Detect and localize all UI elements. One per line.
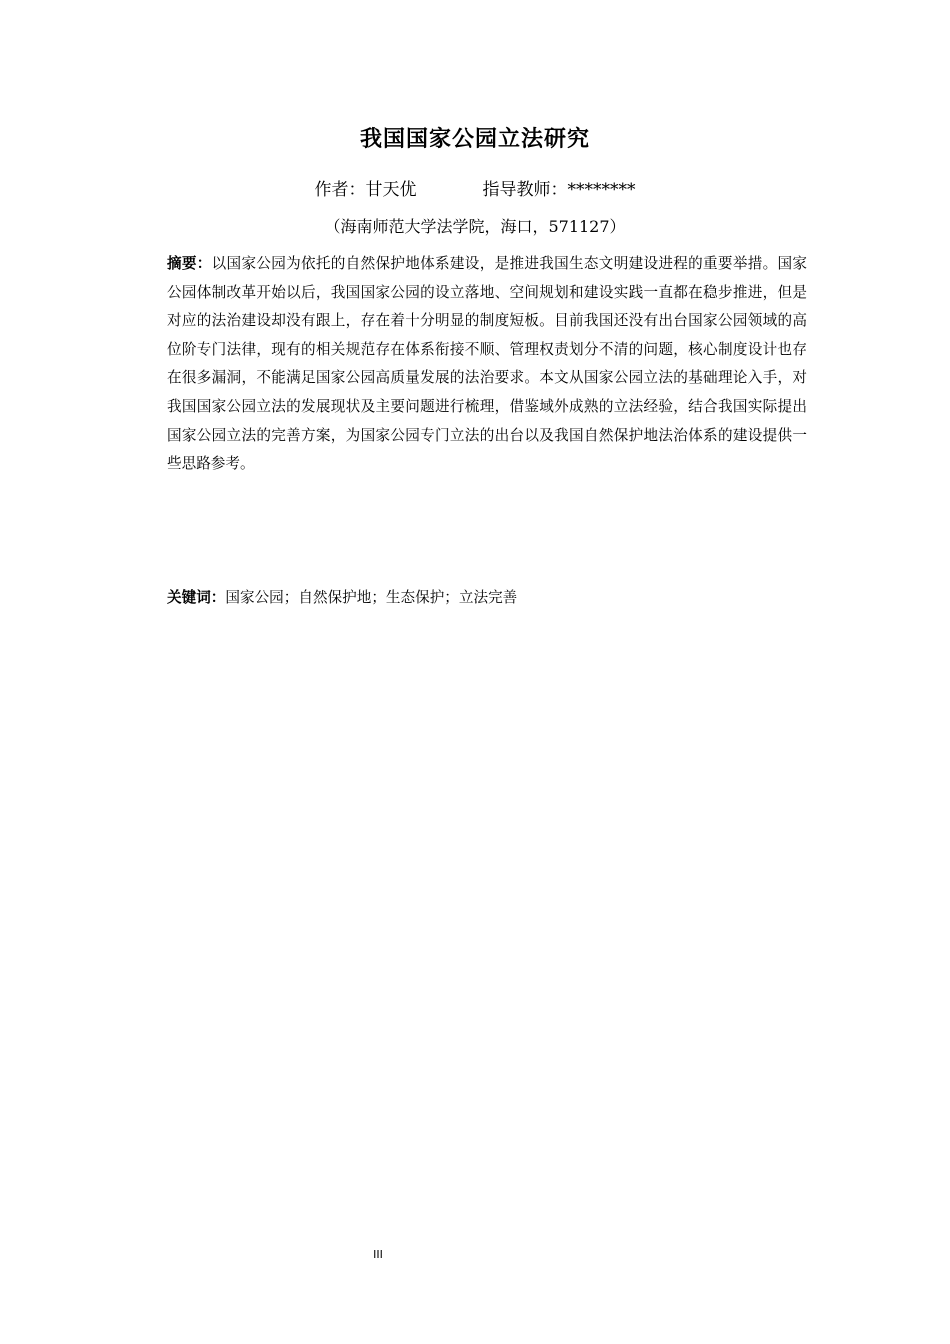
page-number: III (373, 1248, 383, 1261)
author-name: 甘天优 (365, 180, 417, 200)
author-label: 作者： (314, 180, 366, 200)
affiliation: （海南师范大学法学院，海口，571127） (324, 217, 626, 236)
keywords-text: 国家公园；自然保护地；生态保护；立法完善 (225, 589, 518, 606)
abstract-text: 以国家公园为依托的自然保护地体系建设，是推进我国生态文明建设进程的重要举措。国家公园体制改革开始以后，我国国家公园的设立落地、空间规划和建设实践一直都在稳步推进，但是对应的法治建设却没有跟上，存在着十分明显的制度短板。目前我国还没有出台国家公园领域的高位阶专门法律，现有的相关规范存在体系衔接不顺、管理权责划分不清的问题，核心制度设计也存在很多漏洞，不能满足国家公园高质量发展的法治要求。本文从国家公园立法的基础理论入手，对我国国家公园立法的发展现状及主要问题进行梳理，借鉴域外成熟的立法经验，结合我国实际提出国家公园立法的完善方案，为国家公园专门立法的出台以及我国自然保护地法治体系的建设提供一些思路参考。 (167, 255, 807, 473)
abstract-paragraph (167, 250, 807, 479)
abstract-label: 摘要： (167, 255, 212, 272)
advisor-name: ******** (567, 180, 636, 200)
advisor-label: 指导教师： (482, 180, 568, 200)
keywords-label: 关键词： (167, 589, 226, 606)
author-line (0, 177, 950, 203)
keywords-line (167, 585, 807, 611)
page-title: 我国国家公园立法研究 (359, 127, 590, 152)
